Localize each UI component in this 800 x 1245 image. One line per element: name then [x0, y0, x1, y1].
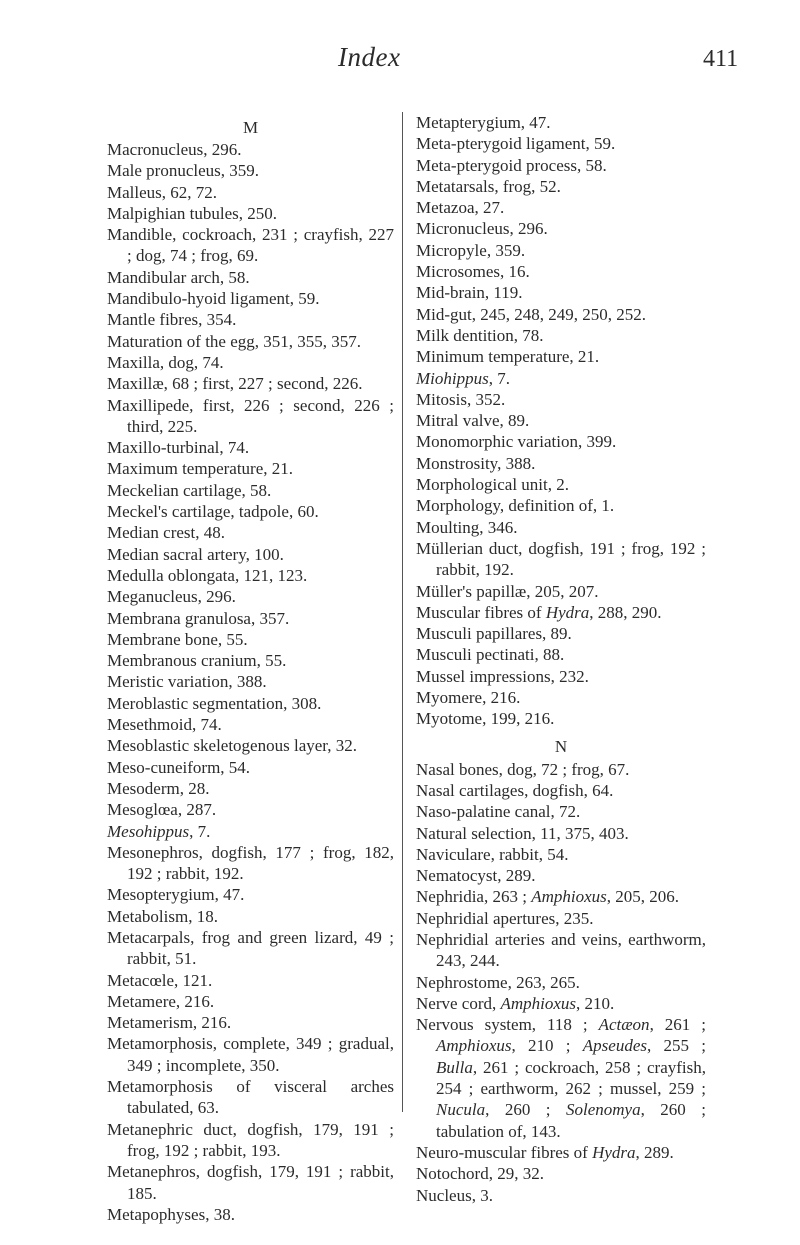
index-entry: Medulla oblongata, 121, 123.: [107, 565, 308, 585]
index-entry: Mitral valve, 89.: [416, 411, 530, 431]
index-entry: Malleus, 62, 72.: [107, 182, 218, 202]
index-entry: Mantle fibres, 354.: [107, 310, 237, 330]
index-entry: Mesoblastic skeletogenous layer, 32.: [107, 736, 358, 756]
index-entry: Nasal bones, dog, 72 ; frog, 67.: [416, 759, 630, 779]
index-entry: Malpighian tubules, 250.: [107, 203, 277, 223]
index-column-right: [416, 112, 706, 1206]
index-entry: Metamorphosis of visceral arches tabulated, 63.: [107, 1077, 394, 1118]
index-entry: Membranous cranium, 55.: [107, 651, 287, 671]
index-entry: Mandible, cockroach, 231 ; crayfish, 227 ; dog, 74 ; frog, 69.: [107, 225, 394, 266]
index-entry: Meckelian cartilage, 58.: [107, 480, 272, 500]
index-entry: Maxilla, dog, 74.: [107, 352, 224, 372]
index-entry: Metazoa, 27.: [416, 198, 505, 218]
index-entry: Müllerian duct, dogfish, 191 ; frog, 192 ; rabbit, 192.: [416, 538, 706, 580]
index-entry: Median sacral artery, 100.: [107, 544, 284, 564]
index-entry: Mid-brain, 119.: [416, 283, 523, 303]
index-entry: Natural selection, 11, 375, 403.: [416, 823, 629, 843]
index-entry: Nephrostome, 263, 265.: [416, 972, 580, 992]
page-number: 411: [703, 46, 739, 72]
index-entry: Metapterygium, 47.: [416, 113, 551, 132]
index-entry: Meckel's cartilage, tadpole, 60.: [107, 502, 319, 522]
letter-heading-m: M: [242, 118, 259, 137]
index-entry: Maxillæ, 68 ; first, 227 ; second, 226.: [107, 374, 363, 394]
index-entry: Meganucleus, 296.: [107, 587, 236, 607]
index-entry: Neuro-muscular fibres of Hydra, 289.: [416, 1142, 674, 1162]
index-entry: Monomorphic variation, 399.: [416, 432, 617, 452]
index-entry: Mussel impressions, 232.: [416, 666, 589, 686]
index-entry: Metamerism, 216.: [107, 1013, 232, 1033]
index-entry: Median crest, 48.: [107, 523, 226, 543]
index-entry: Metacarpals, frog and green lizard, 49 ; rabbit, 51.: [107, 927, 394, 969]
index-entry: Nephridial apertures, 235.: [416, 908, 594, 928]
index-entry: Meta-pterygoid process, 58.: [416, 155, 607, 175]
index-entry: Mesethmoid, 74.: [107, 715, 222, 735]
index-entry: Meristic variation, 388.: [107, 672, 267, 692]
index-entry: Mitosis, 352.: [416, 389, 506, 409]
index-entry: Maturation of the egg, 351, 355, 357.: [107, 331, 362, 351]
letter-heading-n: N: [554, 736, 568, 756]
running-head: Index: [338, 42, 401, 72]
index-entry: Mandibular arch, 58.: [107, 267, 250, 287]
index-entry: Mesonephros, dogfish, 177 ; frog, 182, 192 ; rabbit, 192.: [107, 842, 394, 884]
index-entry: Morphological unit, 2.: [416, 475, 569, 495]
index-entry: Metamorphosis, complete, 349 ; gradual, 349 ; incomplete, 350.: [107, 1034, 394, 1075]
index-entry: Metamere, 216.: [107, 991, 215, 1011]
index-entry: Maximum temperature, 21.: [107, 459, 294, 479]
index-entry: Naso-palatine canal, 72.: [416, 802, 581, 822]
index-entry: Nervous system, 118 ; Actæon, 261 ; Amphioxus, 210 ; Apseudes, 255 ; Bulla, 261 ; cockroach, 258 ; crayfish, 254 ; earthworm, 262 ; mussel, 259 ; Nucula, 260 ; Solenomya, 260 ; tabulation of, 143.: [416, 1015, 706, 1141]
index-entry: Metatarsals, frog, 52.: [416, 176, 561, 196]
index-entry: Nephridia, 263 ; Amphioxus, 205, 206.: [416, 887, 679, 907]
entry-list-right-n: [416, 759, 706, 1206]
index-entry: Membrane bone, 55.: [107, 629, 248, 649]
index-entry: Metanephric duct, dogfish, 179, 191 ; frog, 192 ; rabbit, 193.: [107, 1119, 394, 1160]
index-entry: Micropyle, 359.: [416, 240, 526, 260]
index-entry: Meta-pterygoid ligament, 59.: [416, 134, 616, 154]
index-entry: Naviculare, rabbit, 54.: [416, 844, 569, 864]
index-entry: Morphology, definition of, 1.: [416, 496, 615, 516]
index-entry: Male pronucleus, 359.: [107, 161, 260, 181]
index-entry: Meroblastic segmentation, 308.: [107, 693, 322, 713]
index-entry: Metacœle, 121.: [107, 970, 213, 990]
entry-list-left: [107, 139, 394, 1225]
index-entry: Muscular fibres of Hydra, 288, 290.: [416, 602, 662, 622]
index-entry: Nematocyst, 289.: [416, 866, 536, 886]
index-entry: Mesohippus, 7.: [107, 821, 211, 841]
index-entry: Notochord, 29, 32.: [416, 1164, 544, 1184]
index-entry: Mandibulo-hyoid ligament, 59.: [107, 289, 320, 309]
index-entry: Macronucleus, 296.: [107, 140, 242, 159]
index-entry: Mesoderm, 28.: [107, 778, 210, 798]
index-entry: Monstrosity, 388.: [416, 453, 536, 473]
index-entry: Nephridial arteries and veins, earthworm, 243, 244.: [416, 929, 706, 971]
page-header: [0, 40, 800, 80]
index-column-left: [107, 112, 394, 1225]
index-entry: Nerve cord, Amphioxus, 210.: [416, 993, 615, 1013]
index-entry: Myomere, 216.: [416, 688, 521, 708]
index-entry: Maxillo-turbinal, 74.: [107, 438, 250, 458]
index-entry: Mesoglœa, 287.: [107, 800, 217, 820]
column-divider: [402, 112, 403, 1112]
entry-list-right-m: [416, 112, 706, 730]
index-entry: Milk dentition, 78.: [416, 325, 544, 345]
index-entry: Metabolism, 18.: [107, 906, 218, 926]
index-entry: Mesopterygium, 47.: [107, 885, 245, 905]
index-entry: Myotome, 199, 216.: [416, 709, 555, 729]
index-entry: Musculi papillares, 89.: [416, 624, 572, 644]
index-entry: Müller's papillæ, 205, 207.: [416, 581, 599, 601]
index-entry: Maxillipede, first, 226 ; second, 226 ; third, 225.: [107, 395, 394, 436]
index-entry: Nasal cartilages, dogfish, 64.: [416, 780, 614, 800]
index-entry: Mid-gut, 245, 248, 249, 250, 252.: [416, 304, 646, 324]
index-entry: Microsomes, 16.: [416, 262, 530, 282]
index-entry: Musculi pectinati, 88.: [416, 645, 565, 665]
index-entry: Membrana granulosa, 357.: [107, 608, 290, 628]
index-entry: Miohippus, 7.: [416, 368, 510, 388]
index-entry: Nucleus, 3.: [416, 1185, 493, 1205]
index-entry: Micronucleus, 296.: [416, 219, 548, 239]
index-entry: Moulting, 346.: [416, 517, 518, 537]
index-entry: Metapophyses, 38.: [107, 1204, 235, 1224]
index-entry: Minimum temperature, 21.: [416, 347, 600, 367]
index-entry: Metanephros, dogfish, 179, 191 ; rabbit, 185.: [107, 1162, 394, 1203]
index-entry: Meso-cuneiform, 54.: [107, 757, 251, 777]
